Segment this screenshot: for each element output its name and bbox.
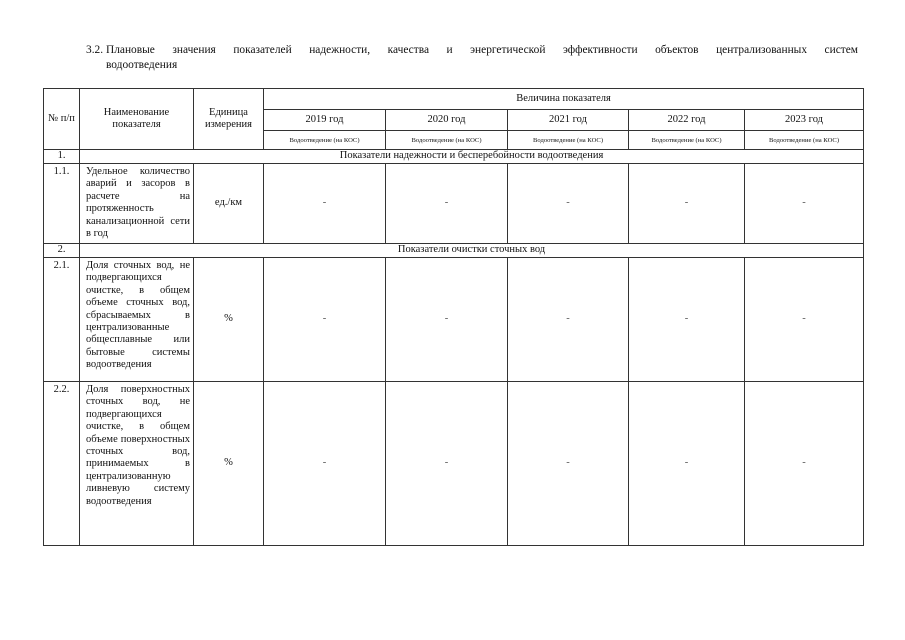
row-unit: % xyxy=(194,258,264,382)
year-2023: 2023 год xyxy=(745,110,864,131)
value-2019: - xyxy=(264,164,386,244)
sub-label-2021: Водоотведение (на КОС) xyxy=(508,131,629,150)
row-name: Удельное количество аварий и засоров в расчете на протяженность канализационной сети в год xyxy=(80,164,194,244)
value-2022: - xyxy=(629,382,745,546)
year-2022: 2022 год xyxy=(629,110,745,131)
row-name: Доля поверхностных сточных вод, не подвергающихся очистке, в общем объеме поверхностных сточных вод, принимаемых в централизованную ливневую систему водоотведения xyxy=(80,382,194,546)
row-unit: % xyxy=(194,382,264,546)
year-2019: 2019 год xyxy=(264,110,386,131)
row-number: 1.1. xyxy=(44,164,80,244)
value-2021: - xyxy=(508,258,629,382)
section-heading xyxy=(86,43,858,73)
row-number: 2.1. xyxy=(44,258,80,382)
section-row xyxy=(44,150,864,164)
value-2020: - xyxy=(386,258,508,382)
table-row xyxy=(44,164,864,244)
sub-label-2023: Водоотведение (на КОС) xyxy=(745,131,864,150)
table-row xyxy=(44,258,864,382)
header-value: Величина показателя xyxy=(264,89,864,110)
table-row xyxy=(44,382,864,546)
section-number: 2. xyxy=(44,244,80,258)
header-unit: Единица измерения xyxy=(194,89,264,150)
section-title: Показатели надежности и бесперебойности водоотведения xyxy=(80,150,864,164)
value-2019: - xyxy=(264,258,386,382)
value-2023: - xyxy=(745,164,864,244)
value-2023: - xyxy=(745,258,864,382)
section-number: 3.2. xyxy=(86,44,104,56)
heading-line-2: водоотведения xyxy=(106,59,178,71)
header-name: Наименование показателя xyxy=(80,89,194,150)
section-title: Показатели очистки сточных вод xyxy=(80,244,864,258)
year-2020: 2020 год xyxy=(386,110,508,131)
section-row xyxy=(44,244,864,258)
sub-label-2020: Водоотведение (на КОС) xyxy=(386,131,508,150)
section-number: 1. xyxy=(44,150,80,164)
header-num: № п/п xyxy=(44,89,80,150)
value-2020: - xyxy=(386,164,508,244)
value-2020: - xyxy=(386,382,508,546)
heading-line-1: Плановые значения показателей надежности, качества и энергетической эффективности объектов централизованных систем xyxy=(106,44,858,56)
year-2021: 2021 год xyxy=(508,110,629,131)
indicators-table xyxy=(43,88,864,546)
value-2021: - xyxy=(508,382,629,546)
sub-label-2022: Водоотведение (на КОС) xyxy=(629,131,745,150)
value-2022: - xyxy=(629,258,745,382)
sub-label-2019: Водоотведение (на КОС) xyxy=(264,131,386,150)
row-number: 2.2. xyxy=(44,382,80,546)
row-unit: ед./км xyxy=(194,164,264,244)
row-name: Доля сточных вод, не подвергающихся очистке, в общем объеме сточных вод, сбрасываемых в централизованные общесплавные или бытовые системы водоотведения xyxy=(80,258,194,382)
value-2021: - xyxy=(508,164,629,244)
value-2022: - xyxy=(629,164,745,244)
value-2019: - xyxy=(264,382,386,546)
value-2023: - xyxy=(745,382,864,546)
